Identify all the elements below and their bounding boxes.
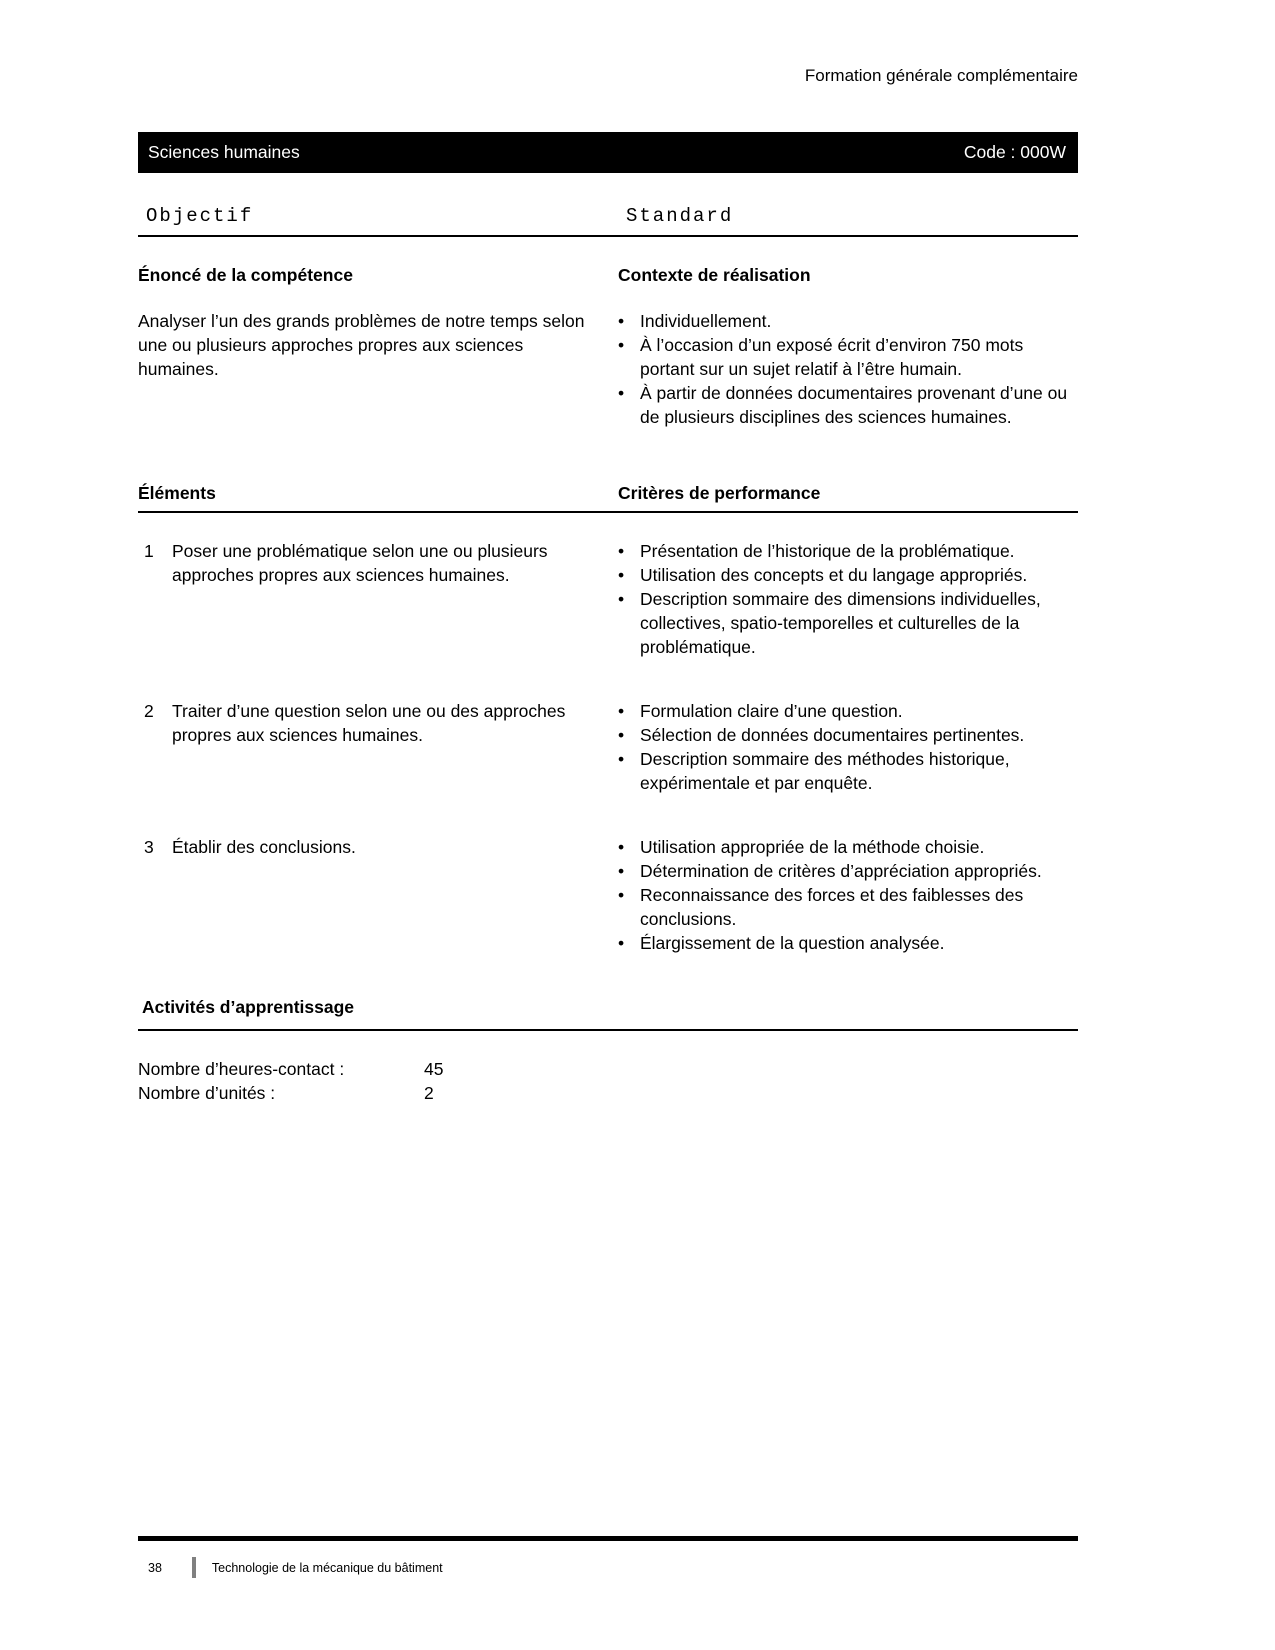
competence-heading: Énoncé de la compétence (138, 265, 353, 285)
element-number: 1 (144, 541, 154, 561)
list-item (618, 333, 1078, 381)
elements-heading: Éléments (138, 483, 216, 503)
bullet-text: À partir de données documentaires provenant d’une ou de plusieurs disciplines des sciences humaines. (640, 383, 1068, 427)
activites-section (138, 995, 1078, 1105)
bullet-text: Détermination de critères d’appréciation appropriés. (640, 861, 1042, 881)
title-bar (138, 132, 1078, 173)
list-item (618, 859, 1078, 883)
competence-contexte-section (138, 263, 1078, 429)
bullet-text: Individuellement. (640, 311, 772, 331)
list-item (618, 835, 1078, 859)
element-text: Établir des conclusions. (172, 837, 356, 857)
activites-line (138, 1057, 1078, 1081)
page-content (138, 65, 1078, 1105)
page-number: 38 (148, 1560, 162, 1575)
bullet-icon: • (618, 335, 625, 355)
program-name: Technologie de la mécanique du bâtiment (211, 1560, 443, 1575)
bullet-text: Présentation de l’historique de la problématique. (640, 541, 1015, 561)
bullet-text: Sélection de données documentaires pertinentes. (640, 725, 1025, 745)
element-text: Traiter d’une question selon une ou des approches propres aux sciences humaines. (172, 701, 566, 745)
bullet-icon: • (618, 701, 625, 721)
contexte-heading: Contexte de réalisation (618, 265, 811, 285)
hours-contact-label: Nombre d’heures-contact : (138, 1059, 345, 1079)
standard-label: Standard (626, 205, 734, 227)
element-row (138, 835, 1078, 955)
bullet-text: Utilisation des concepts et du langage appropriés. (640, 565, 1028, 585)
criteria-list (618, 539, 1078, 659)
bullet-icon: • (618, 885, 625, 905)
bullet-text: Reconnaissance des forces et des faiblesses des conclusions. (640, 885, 1024, 929)
contexte-column (618, 263, 1078, 429)
bullet-icon: • (618, 725, 625, 745)
bullet-text: Utilisation appropriée de la méthode choisie. (640, 837, 985, 857)
bullet-text: Description sommaire des dimensions individuelles, collectives, spatio-temporelles et culturelles de la problématique. (640, 589, 1041, 657)
bullet-text: Formulation claire d’une question. (640, 701, 903, 721)
footer-row (138, 1557, 1078, 1578)
subject-title: Sciences humaines (148, 142, 300, 162)
activites-lines (138, 1057, 1078, 1105)
list-item (618, 723, 1078, 747)
list-item (618, 931, 1078, 955)
bullet-text: Élargissement de la question analysée. (640, 933, 945, 953)
element-row (138, 539, 1078, 659)
element-item (138, 835, 593, 859)
list-item (618, 563, 1078, 587)
contexte-bullet-list (618, 309, 1078, 429)
element-item (138, 699, 593, 747)
bullet-icon: • (618, 933, 625, 953)
code-label: Code : 000W (963, 142, 1066, 162)
criteres-heading: Critères de performance (618, 483, 821, 503)
bullet-icon: • (618, 837, 625, 857)
list-item (618, 883, 1078, 931)
elements-rule (138, 511, 1078, 513)
elements-header (138, 481, 1078, 505)
bullet-icon: • (618, 861, 625, 881)
bullet-icon: • (618, 541, 625, 561)
list-item (618, 699, 1078, 723)
units-value: 2 (424, 1083, 434, 1103)
criteria-list (618, 699, 1078, 795)
criteria-list (618, 835, 1078, 955)
element-row (138, 699, 1078, 795)
element-rows (138, 539, 1078, 955)
list-item (618, 747, 1078, 795)
footer-rule (138, 1536, 1078, 1541)
list-item (618, 309, 1078, 333)
activites-line (138, 1081, 1078, 1105)
element-number: 2 (144, 701, 154, 721)
column-labels (138, 205, 1078, 227)
bullet-icon: • (618, 565, 625, 585)
bullet-icon: • (618, 749, 625, 769)
hours-contact-value: 45 (424, 1059, 444, 1079)
bullet-icon: • (618, 589, 625, 609)
list-item (618, 587, 1078, 659)
bullet-text: Description sommaire des méthodes historique, expérimentale et par enquête. (640, 749, 1010, 793)
activites-rule (138, 1029, 1078, 1031)
bullet-icon: • (618, 383, 625, 403)
footer-divider (192, 1557, 196, 1578)
page-footer (138, 1536, 1078, 1578)
units-label: Nombre d’unités : (138, 1083, 276, 1103)
objectif-label: Objectif (146, 205, 254, 227)
list-item (618, 381, 1078, 429)
top-rule (138, 235, 1078, 237)
list-item (618, 539, 1078, 563)
element-text: Poser une problématique selon une ou plusieurs approches propres aux sciences humaines. (172, 541, 548, 585)
competence-column (138, 263, 593, 381)
element-number: 3 (144, 837, 154, 857)
element-item (138, 539, 593, 587)
bullet-text: À l’occasion d’un exposé écrit d’environ 750 mots portant sur un sujet relatif à l’être humain. (640, 335, 1024, 379)
competence-text: Analyser l’un des grands problèmes de notre temps selon une ou plusieurs approches propres aux sciences humaines. (138, 311, 585, 379)
running-header: Formation générale complémentaire (804, 66, 1078, 85)
activites-heading: Activités d’apprentissage (142, 997, 355, 1017)
bullet-icon: • (618, 311, 625, 331)
